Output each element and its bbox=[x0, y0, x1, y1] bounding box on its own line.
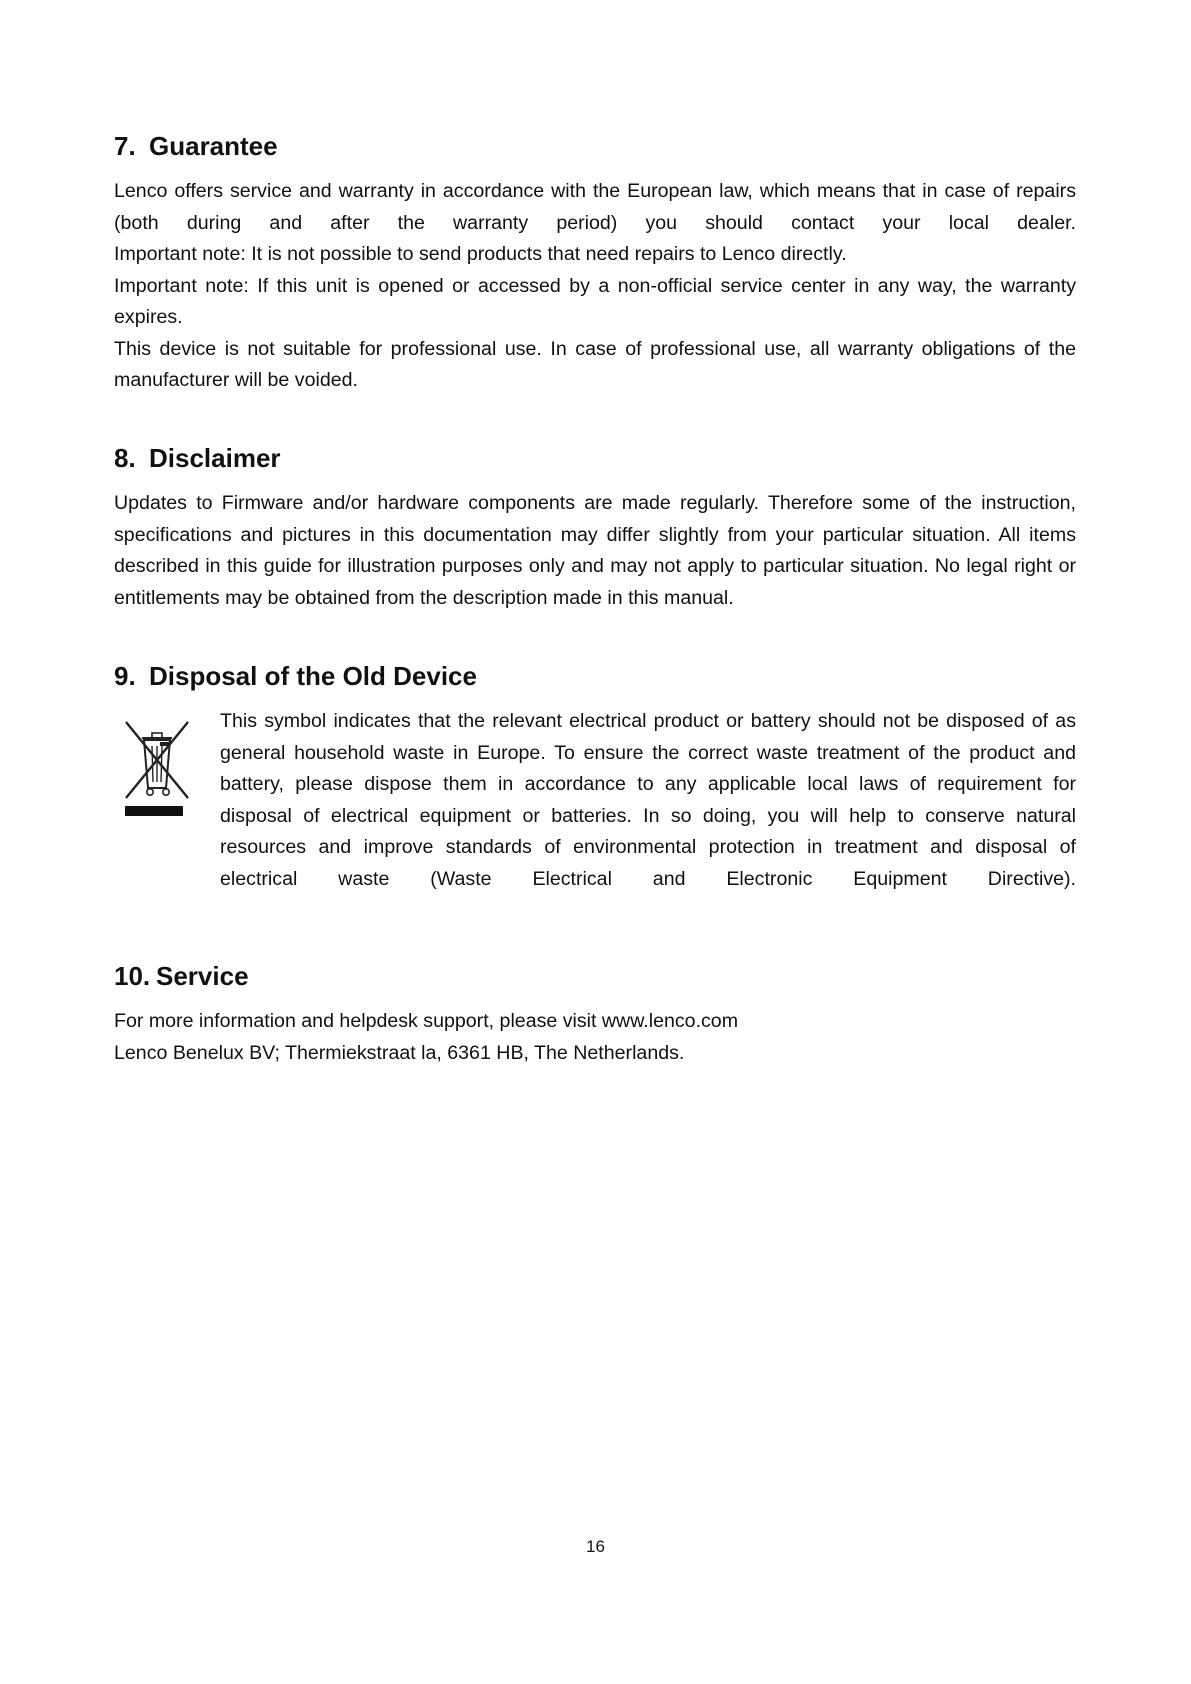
section-body bbox=[114, 488, 1076, 614]
paragraph: This symbol indicates that the relevant electrical product or battery should not be disposed of as general household waste in Europe. To ensure the correct waste treatment of the product and battery, please dispose them in accordance to any applicable local laws of requirement for disposal of electrical equipment or batteries. In so doing, you will help to conserve natural resources and improve standards of environmental protection in treatment and disposal of electrical waste (Waste Electrical and Electronic Equipment Directive). bbox=[220, 710, 1076, 890]
section-service bbox=[114, 960, 1076, 1069]
section-number: 8. bbox=[114, 443, 136, 473]
disposal-row bbox=[114, 706, 1076, 895]
section-number: 9. bbox=[114, 661, 136, 691]
page-number: 16 bbox=[586, 1537, 605, 1556]
section-body bbox=[114, 1006, 1076, 1069]
section-number: 7. bbox=[114, 131, 136, 161]
section-disposal bbox=[114, 660, 1076, 895]
section-title: Service bbox=[156, 961, 249, 991]
section-heading bbox=[114, 660, 1076, 692]
paragraph: Updates to Firmware and/or hardware components are made regularly. Therefore some of the instruction, specifications and pictures in this documentation may differ slightly from your particular situation. All items described in this guide for illustration purposes only and may not apply to particular situation. No legal right or entitlements may be obtained from the description made in this manual. bbox=[114, 492, 1076, 609]
section-disclaimer bbox=[114, 442, 1076, 614]
section-body bbox=[220, 706, 1076, 895]
section-guarantee bbox=[114, 130, 1076, 397]
paragraph: Lenco Benelux BV; Thermiekstraat la, 6361 HB, The Netherlands. bbox=[114, 1041, 685, 1064]
weee-crossed-bin-icon bbox=[120, 716, 194, 816]
section-title: Guarantee bbox=[149, 131, 278, 161]
section-heading bbox=[114, 442, 1076, 474]
paragraph: Important note: If this unit is opened or accessed by a non-official service center in any way, the warranty expires. bbox=[114, 274, 1076, 328]
paragraph: Important note: It is not possible to send products that need repairs to Lenco directly. bbox=[114, 243, 847, 265]
section-title: Disposal of the Old Device bbox=[149, 661, 477, 691]
paragraph: Lenco offers service and warranty in accordance with the European law, which means that in case of repairs (both during and after the warranty period) you should contact your local dealer. bbox=[114, 180, 1076, 234]
section-number: 10. bbox=[114, 961, 151, 991]
section-heading bbox=[114, 130, 1076, 162]
section-body bbox=[114, 176, 1076, 397]
section-title: Disclaimer bbox=[149, 443, 281, 473]
paragraph: This device is not suitable for professional use. In case of professional use, all warranty obligations of the manufacturer will be voided. bbox=[114, 337, 1076, 391]
paragraph: For more information and helpdesk support, please visit www.lenco.com bbox=[114, 1010, 739, 1032]
section-heading bbox=[114, 960, 1076, 992]
